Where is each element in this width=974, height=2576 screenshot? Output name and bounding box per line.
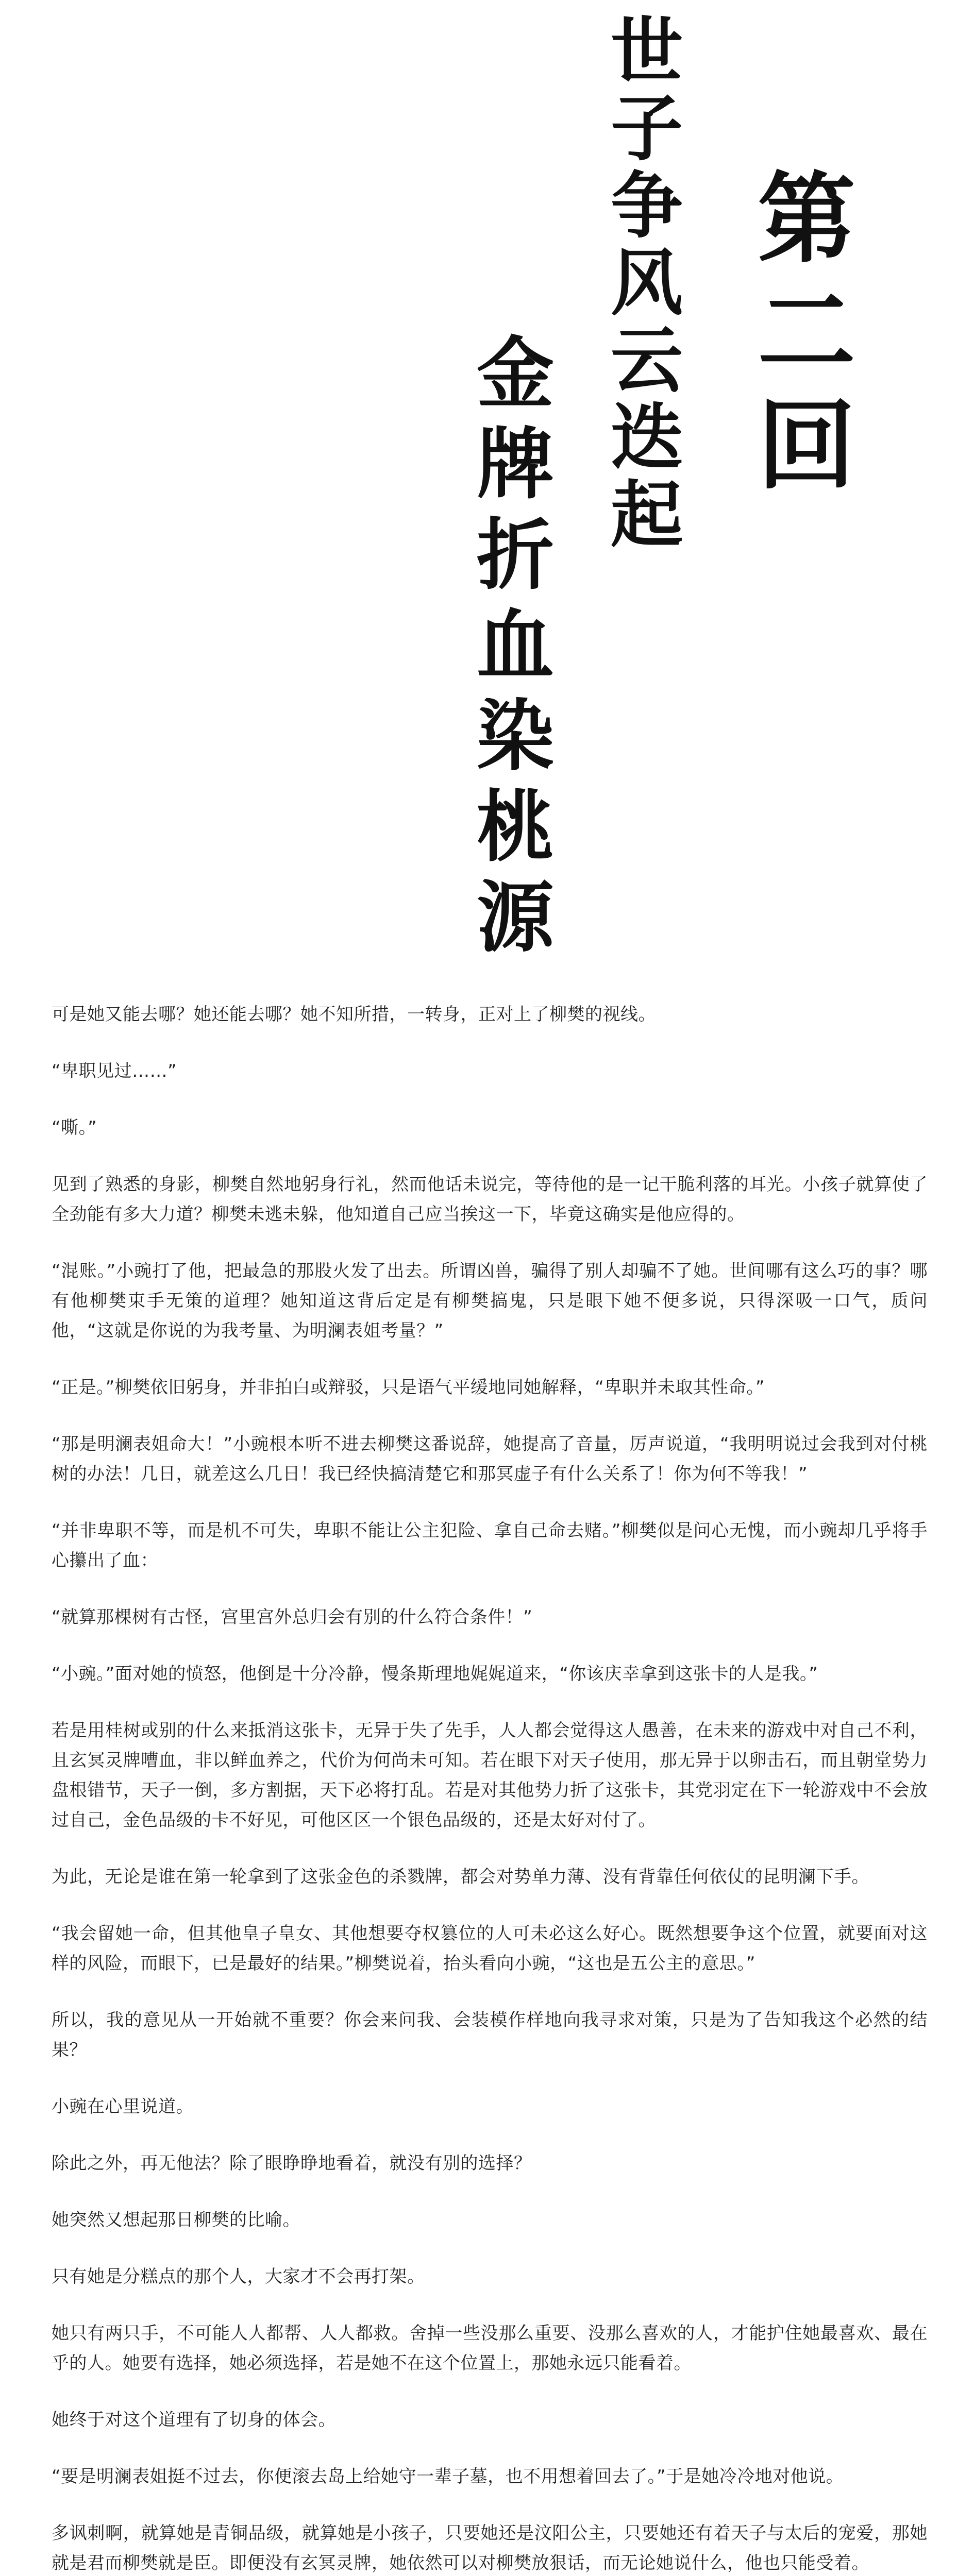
paragraph: “正是。”柳樊依旧躬身，并非拍白或辩驳，只是语气平缓地同她解释，“卑职并未取其性命。” xyxy=(52,1377,765,1398)
paragraph: 所以，我的意见从一开始就不重要？你会来问我、会装模作样地向我寻求对策，只是为了告知我这个必然的结果？ xyxy=(52,2010,928,2060)
title-character: 子 xyxy=(611,87,683,171)
title-character: 源 xyxy=(477,872,555,963)
story-body xyxy=(52,999,928,2576)
title-character: 起 xyxy=(611,473,683,557)
paragraph: 除此之外，再无他法？除了眼睁睁地看着，就没有别的选择？ xyxy=(52,2153,532,2174)
paragraph: “我会留她一命，但其他皇子皇女、其他想要夺权篡位的人可未必这么好心。既然想要争这个位置，就要面对这样的风险，而眼下，已是最好的结果。”柳樊说着，抬头看向小豌，“这也是五公主的意思。” xyxy=(52,1923,928,1974)
title-character: 染 xyxy=(477,691,555,782)
title-character: 金 xyxy=(477,328,555,419)
paragraph: “卑职见过……” xyxy=(52,1061,177,1081)
title-character: 云 xyxy=(611,318,683,403)
chapter-title-line-2 xyxy=(477,328,555,970)
paragraph: “那是明澜表姐命大！”小豌根本听不进去柳樊这番说辞，她提高了音量，厉声说道，“我明明说过会我到对付桃树的办法！几日，就差这么几日！我已经快搞清楚它和那冥虚子有什么关系了！你为何不等我！” xyxy=(52,1434,928,1484)
paragraph: 她只有两只手，不可能人人都帮、人人都救。舍掉一些没那么重要、没那么喜欢的人，才能护住她最喜欢、最在乎的人。她要有选择，她必须选择，若是她不在这个位置上，那她永远只能看着。 xyxy=(52,2323,928,2374)
paragraph: 她突然又想起那日柳樊的比喻。 xyxy=(52,2210,300,2230)
title-character: 牌 xyxy=(477,419,555,510)
title-character: 世 xyxy=(611,9,683,94)
title-character: 迭 xyxy=(611,396,683,480)
paragraph: “小豌。”面对她的愤怒，他倒是十分冷静，慢条斯理地娓娓道来，“你该庆幸拿到这张卡的人是我。” xyxy=(52,1664,818,1684)
paragraph: 可是她又能去哪？她还能去哪？她不知所措，一转身，正对上了柳樊的视线。 xyxy=(52,1004,656,1025)
chapter-title-area xyxy=(0,0,974,963)
paragraph: “要是明澜表姐挺不过去，你便滚去岛上给她守一辈子墓，也不用想着回去了。”于是她冷冷地对他说。 xyxy=(52,2466,844,2487)
paragraph: 为此，无论是谁在第一轮拿到了这张金色的杀戮牌，都会对势单力薄、没有背靠任何依仗的昆明澜下手。 xyxy=(52,1867,869,1887)
chapter-number xyxy=(758,161,856,510)
title-character: 桃 xyxy=(477,782,555,872)
title-character: 二 xyxy=(758,275,856,389)
paragraph: 多讽刺啊，就算她是青铜品级，就算她是小孩子，只要她还是汶阳公主，只要她还有着天子与太后的宠爱，那她就是君而柳樊就是臣。即便没有玄冥灵牌，她依然可以对柳樊放狠话，而无论她说什么，他也只能受着。 xyxy=(52,2523,928,2573)
paragraph: 只有她是分糕点的那个人，大家才不会再打架。 xyxy=(52,2266,425,2287)
chapter-title-line-1 xyxy=(611,9,683,557)
paragraph: 小豌在心里说道。 xyxy=(52,2096,194,2117)
title-character: 血 xyxy=(477,600,555,691)
title-character: 回 xyxy=(758,388,856,503)
paragraph: “嘶。” xyxy=(52,1117,97,1138)
paragraph: 若是用桂树或别的什么来抵消这张卡，无异于失了先手，人人都会觉得这人愚善，在未来的游戏中对自己不利，且玄冥灵牌嘈血，非以鲜血养之，代价为何尚未可知。若在眼下对天子使用，那无异于以卵击石，而且朝堂势力盘根错节，天子一倒，多方割据，天下必将打乱。若是对其他势力折了这张卡，其党羽定在下一轮游戏中不会放过自己，金色品级的卡不好见，可他区区一个银色品级的，还是太好对付了。 xyxy=(52,1720,928,1831)
title-character: 第 xyxy=(758,161,856,276)
paragraph: “就算那棵树有古怪，宫里宫外总归会有别的什么符合条件！” xyxy=(52,1607,533,1628)
title-character: 争 xyxy=(611,164,683,248)
paragraph: “并非卑职不等，而是机不可失，卑职不能让公主犯险、拿自己命去赌。”柳樊似是问心无愧，而小豌却几乎将手心攥出了血： xyxy=(52,1520,928,1571)
paragraph: “混账。”小豌打了他，把最急的那股火发了出去。所谓凶兽，骗得了别人却骗不了她。世间哪有这么巧的事？哪有他柳樊束手无策的道理？她知道这背后定是有柳樊搞鬼，只是眼下她不便多说，只得深吸一口气，质问他，“这就是你说的为我考量、为明澜表姐考量？” xyxy=(52,1261,928,1341)
title-character: 风 xyxy=(611,241,683,326)
title-character: 折 xyxy=(477,510,555,600)
paragraph: 见到了熟悉的身影，柳樊自然地躬身行礼，然而他话未说完，等待他的是一记干脆利落的耳光。小孩子就算使了全劲能有多大力道？柳樊未逃未躲，他知道自己应当挨这一下，毕竟这确实是他应得的。 xyxy=(52,1174,928,1225)
paragraph: 她终于对这个道理有了切身的体会。 xyxy=(52,2410,336,2430)
